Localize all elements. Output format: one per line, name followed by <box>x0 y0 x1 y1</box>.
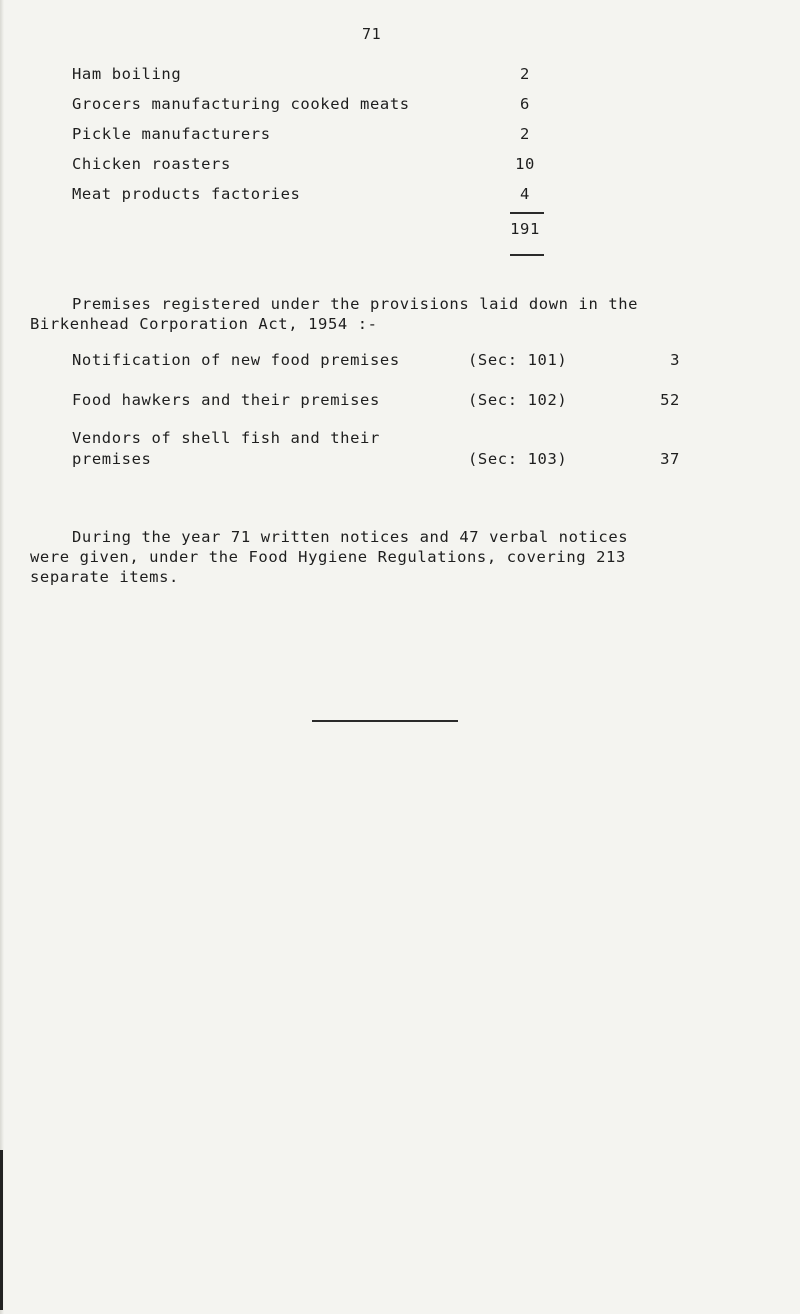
section-reference: (Sec: 101) <box>468 351 568 369</box>
binding-edge-mark <box>0 1150 3 1310</box>
notices-line3: separate items. <box>30 568 179 586</box>
section-label: Notification of new food premises <box>72 351 400 369</box>
registered-intro-line2: Birkenhead Corporation Act, 1954 :- <box>30 315 378 333</box>
registered-intro-line1: Premises registered under the provisions laid down in the <box>72 295 639 313</box>
section-count: 37 <box>660 450 680 468</box>
list-item-label: Grocers manufacturing cooked meats <box>72 95 410 113</box>
section-reference: (Sec: 103) <box>468 450 568 468</box>
section-count: 52 <box>660 391 680 409</box>
page-number: 71 <box>362 25 382 43</box>
list-total: 191 <box>510 220 540 238</box>
list-item-count: 6 <box>520 95 530 113</box>
list-item-count: 10 <box>515 155 535 173</box>
list-item-count: 4 <box>520 185 530 203</box>
total-rule-top <box>510 212 544 214</box>
section-count: 3 <box>670 351 680 369</box>
total-rule-bottom <box>510 254 544 256</box>
list-item-label: Pickle manufacturers <box>72 125 271 143</box>
list-item-label: Chicken roasters <box>72 155 231 173</box>
section-label: Food hawkers and their premises <box>72 391 380 409</box>
list-item-count: 2 <box>520 65 530 83</box>
end-rule <box>312 720 458 722</box>
section-label: Vendors of shell fish and their <box>72 429 380 447</box>
section-reference: (Sec: 102) <box>468 391 568 409</box>
list-item-label: Ham boiling <box>72 65 182 83</box>
page-margin-shadow <box>0 0 4 1314</box>
notices-line2: were given, under the Food Hygiene Regulations, covering 213 <box>30 548 626 566</box>
section-label-continued: premises <box>72 450 152 468</box>
list-item-count: 2 <box>520 125 530 143</box>
notices-line1: During the year 71 written notices and 47 verbal notices <box>72 528 629 546</box>
list-item-label: Meat products factories <box>72 185 301 203</box>
